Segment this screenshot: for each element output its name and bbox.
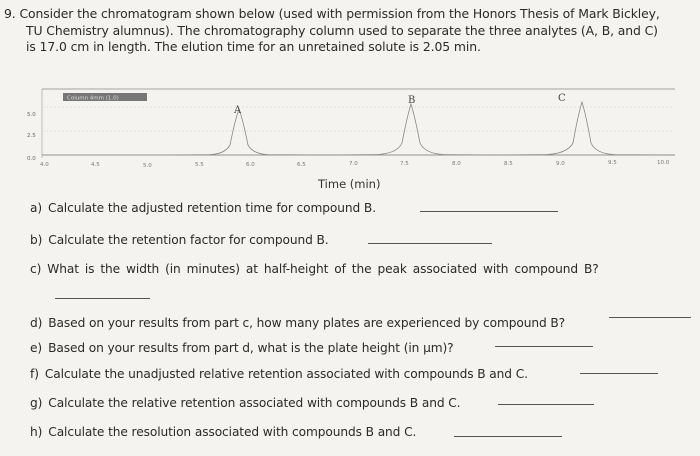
question-e-text: Based on your results from part d, what is the plate height (in μm)? bbox=[48, 341, 454, 355]
x-tick: 4.5 bbox=[91, 162, 100, 168]
answer-blank-f[interactable] bbox=[580, 373, 658, 374]
x-tick: 7.5 bbox=[400, 161, 409, 167]
answer-blank-c[interactable] bbox=[55, 298, 150, 299]
legend-text: Column 4mm (1.0) bbox=[67, 95, 119, 102]
peak-b bbox=[325, 104, 495, 155]
peak-label-a: A bbox=[234, 105, 242, 116]
x-tick: 9.5 bbox=[608, 160, 617, 166]
x-tick: 9.0 bbox=[556, 161, 565, 167]
answer-blank-h[interactable] bbox=[454, 436, 562, 437]
chromatogram-plot bbox=[25, 85, 675, 195]
question-f bbox=[30, 367, 528, 381]
question-c bbox=[30, 262, 599, 276]
grid-lines bbox=[42, 107, 675, 155]
question-e bbox=[30, 341, 454, 355]
question-a-label: a) bbox=[30, 201, 43, 215]
problem-line-3: is 17.0 cm in length. The elution time for an unretained solute is 2.05 min. bbox=[26, 39, 481, 54]
question-b-label: b) bbox=[30, 233, 43, 247]
question-e-label: e) bbox=[30, 341, 43, 355]
question-g-label: g) bbox=[30, 396, 43, 410]
peak-c bbox=[495, 102, 675, 155]
x-tick: 8.0 bbox=[452, 161, 461, 167]
y-tick-2-5: 2.5 bbox=[27, 133, 36, 139]
x-tick: 6.0 bbox=[246, 162, 255, 168]
answer-blank-b[interactable] bbox=[368, 243, 492, 244]
x-tick: 4.0 bbox=[40, 162, 49, 168]
answer-blank-e[interactable] bbox=[495, 346, 593, 347]
chromatogram bbox=[25, 85, 675, 195]
answer-blank-d[interactable] bbox=[609, 317, 691, 318]
question-c-label: c) bbox=[30, 262, 42, 276]
x-tick: 5.5 bbox=[195, 162, 204, 168]
question-b bbox=[30, 233, 329, 247]
question-h-text: Calculate the resolution associated with compounds B and C. bbox=[48, 425, 417, 439]
answer-blank-a[interactable] bbox=[420, 211, 558, 212]
question-d bbox=[30, 316, 565, 330]
question-g bbox=[30, 396, 460, 410]
peak-label-c: C bbox=[558, 93, 566, 104]
x-tick: 5.0 bbox=[143, 163, 152, 169]
answer-blank-g[interactable] bbox=[498, 404, 594, 405]
x-tick: 7.0 bbox=[349, 161, 358, 167]
question-d-text: Based on your results from part c, how many plates are experienced by compound B? bbox=[48, 316, 566, 330]
peak-label-b: B bbox=[408, 95, 416, 106]
y-tick-0: 0.0 bbox=[27, 156, 36, 162]
question-a-text: Calculate the adjusted retention time for compound B. bbox=[48, 201, 376, 215]
x-tick: 8.5 bbox=[504, 161, 513, 167]
x-tick: 6.5 bbox=[297, 162, 306, 168]
question-h-label: h) bbox=[30, 425, 43, 439]
y-tick-5: 5.0 bbox=[27, 112, 36, 118]
question-h bbox=[30, 425, 416, 439]
question-f-label: f) bbox=[30, 367, 39, 381]
question-g-text: Calculate the relative retention associated with compounds B and C. bbox=[48, 396, 461, 410]
x-tick: 10.0 bbox=[657, 160, 670, 166]
question-d-label: d) bbox=[30, 316, 43, 330]
problem-number: 9. bbox=[4, 6, 16, 21]
question-b-text: Calculate the retention factor for compound B. bbox=[48, 233, 329, 247]
problem-statement bbox=[4, 6, 694, 56]
question-f-text: Calculate the unadjusted relative retention associated with compounds B and C. bbox=[44, 367, 528, 381]
problem-line-2: TU Chemistry alumnus). The chromatography column used to separate the three analytes (A, B, and C) bbox=[26, 22, 658, 38]
peak-a bbox=[175, 109, 325, 155]
x-axis-label: Time (min) bbox=[318, 177, 381, 191]
problem-line-1: Consider the chromatogram shown below (used with permission from the Honors Thesis of Mark Bickley, bbox=[19, 6, 660, 21]
question-c-text: What is the width (in minutes) at half-height of the peak associated with compound B? bbox=[47, 262, 599, 276]
question-a bbox=[30, 201, 376, 215]
